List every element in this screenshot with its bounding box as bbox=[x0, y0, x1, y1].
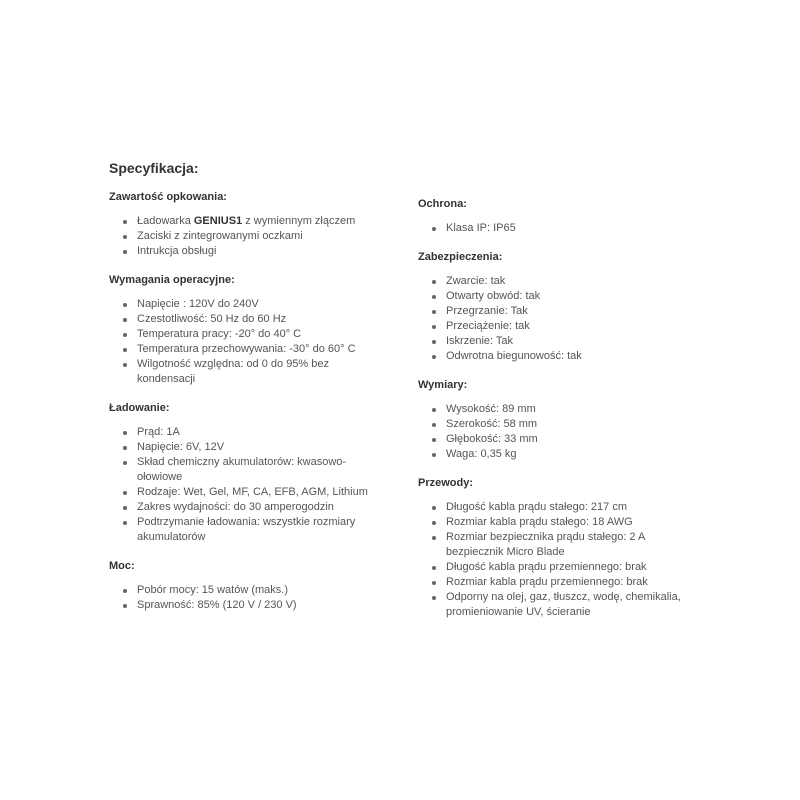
list-item: Sprawność: 85% (120 V / 230 V) bbox=[137, 598, 389, 613]
section-cables bbox=[418, 475, 683, 620]
section-power bbox=[109, 558, 389, 613]
list-item: Długość kabla prądu stałego: 217 cm bbox=[446, 500, 683, 515]
list-item: Przeciążenie: tak bbox=[446, 319, 683, 334]
section-heading: Wymagania operacyjne: bbox=[109, 274, 235, 286]
spec-list bbox=[418, 221, 683, 236]
spec-list bbox=[109, 297, 389, 387]
list-item: Pobór mocy: 15 watów (maks.) bbox=[137, 583, 389, 598]
list-item: Napięcie : 120V do 240V bbox=[137, 297, 389, 312]
spec-list bbox=[109, 214, 389, 259]
spec-list bbox=[418, 402, 683, 462]
list-item: Temperatura pracy: -20° do 40° C bbox=[137, 327, 389, 342]
spec-list bbox=[109, 583, 389, 613]
list-item: Temperatura przechowywania: -30° do 60° C bbox=[137, 342, 389, 357]
list-item: Prąd: 1A bbox=[137, 425, 389, 440]
list-item: Czestotliwość: 50 Hz do 60 Hz bbox=[137, 312, 389, 327]
section-charging bbox=[109, 400, 389, 545]
spec-column-left bbox=[109, 189, 389, 626]
list-item: Zwarcie: tak bbox=[446, 274, 683, 289]
list-item: Rozmiar bezpiecznika prądu stałego: 2 A bezpiecznik Micro Blade bbox=[446, 530, 683, 560]
list-item: Szerokość: 58 mm bbox=[446, 417, 683, 432]
list-item: Otwarty obwód: tak bbox=[446, 289, 683, 304]
list-item: Zaciski z zintegrowanymi oczkami bbox=[137, 229, 389, 244]
list-item: Odwrotna biegunowość: tak bbox=[446, 349, 683, 364]
list-item: Przegrzanie: Tak bbox=[446, 304, 683, 319]
list-item: Ładowarka GENIUS1 z wymiennym złączem bbox=[137, 214, 389, 229]
page-title: Specyfikacja: bbox=[109, 160, 199, 176]
list-item: Rozmiar kabla prądu przemiennego: brak bbox=[446, 575, 683, 590]
spec-list bbox=[418, 274, 683, 364]
section-heading: Przewody: bbox=[418, 477, 474, 489]
list-item: Rodzaje: Wet, Gel, MF, CA, EFB, AGM, Lithium bbox=[137, 485, 389, 500]
list-item: Wilgotność względna: od 0 do 95% bez kondensacji bbox=[137, 357, 389, 387]
list-item: Zakres wydajności: do 30 amperogodzin bbox=[137, 500, 389, 515]
list-item: Rozmiar kabla prądu stałego: 18 AWG bbox=[446, 515, 683, 530]
section-heading: Ładowanie: bbox=[109, 402, 170, 414]
list-item: Odporny na olej, gaz, tłuszcz, wodę, chemikalia, promieniowanie UV, ścieranie bbox=[446, 590, 683, 620]
section-protection bbox=[418, 196, 683, 236]
section-heading: Zabezpieczenia: bbox=[418, 251, 503, 263]
list-item: Skład chemiczny akumulatorów: kwasowo-ołowiowe bbox=[137, 455, 389, 485]
section-operating-requirements bbox=[109, 272, 389, 387]
spec-list bbox=[418, 500, 683, 620]
list-item: Wysokość: 89 mm bbox=[446, 402, 683, 417]
list-item: Głębokość: 33 mm bbox=[446, 432, 683, 447]
list-item: Iskrzenie: Tak bbox=[446, 334, 683, 349]
section-heading: Ochrona: bbox=[418, 198, 467, 210]
section-heading: Wymiary: bbox=[418, 379, 468, 391]
section-heading: Zawartość opkowania: bbox=[109, 191, 227, 203]
list-item: Waga: 0,35 kg bbox=[446, 447, 683, 462]
list-item: Intrukcja obsługi bbox=[137, 244, 389, 259]
spec-list bbox=[109, 425, 389, 545]
list-item: Napięcie: 6V, 12V bbox=[137, 440, 389, 455]
section-package-contents bbox=[109, 189, 389, 259]
spec-column-right bbox=[418, 196, 683, 633]
list-item: Długość kabla prądu przemiennego: brak bbox=[446, 560, 683, 575]
list-item: Podtrzymanie ładowania: wszystkie rozmiary akumulatorów bbox=[137, 515, 389, 545]
section-heading: Moc: bbox=[109, 560, 135, 572]
section-dimensions bbox=[418, 377, 683, 462]
section-safeguards bbox=[418, 249, 683, 364]
list-item: Klasa IP: IP65 bbox=[446, 221, 683, 236]
